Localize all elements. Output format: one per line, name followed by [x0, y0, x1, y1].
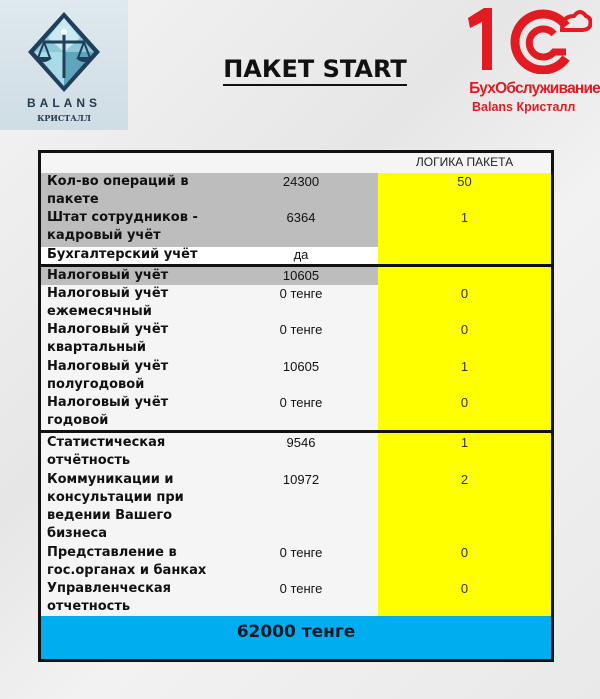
- logo-brand-text: BALANS: [27, 96, 101, 110]
- logo-line-2: Balans Кристалл: [472, 100, 576, 114]
- section-divider: [41, 430, 551, 433]
- logic-column-header: ЛОГИКА ПАКЕТА: [415, 155, 514, 169]
- total-price: 62000 тенге: [236, 622, 356, 642]
- package-table: ЛОГИКА ПАКЕТА Кол-во операций в пакете 24300 50 Штат сотрудников - кадровый учёт 6364 1 Бухгалтерский учёт да Налоговый учёт 10605 Налоговый учёт ежемесячный 0 тенге 0 Налоговый учёт квартальный 0 тенге 0 Налоговый учёт полугодовой 10605 1 Налоговый учёт годовой 0 тенге 0 Статистическая отчётность 9546 1 Коммуникации и консультации при ведении Вашего бизнеса 10972 2 Представление в гос.органах и банках 0 тенге 0 Управленческая отчетность 0 тенге 0 62000 тенге: [38, 150, 554, 662]
- 1c-buhobsluzhivanie-logo: [450, 2, 600, 122]
- 1c-cloud-logo-icon: [462, 4, 592, 74]
- logo-line-1: БухОбслуживание: [469, 80, 600, 97]
- total-price-bar: [41, 616, 551, 659]
- logo-sub-text: КРИСТАЛЛ: [37, 113, 91, 123]
- page-title: ПАКЕТ START: [0, 55, 600, 83]
